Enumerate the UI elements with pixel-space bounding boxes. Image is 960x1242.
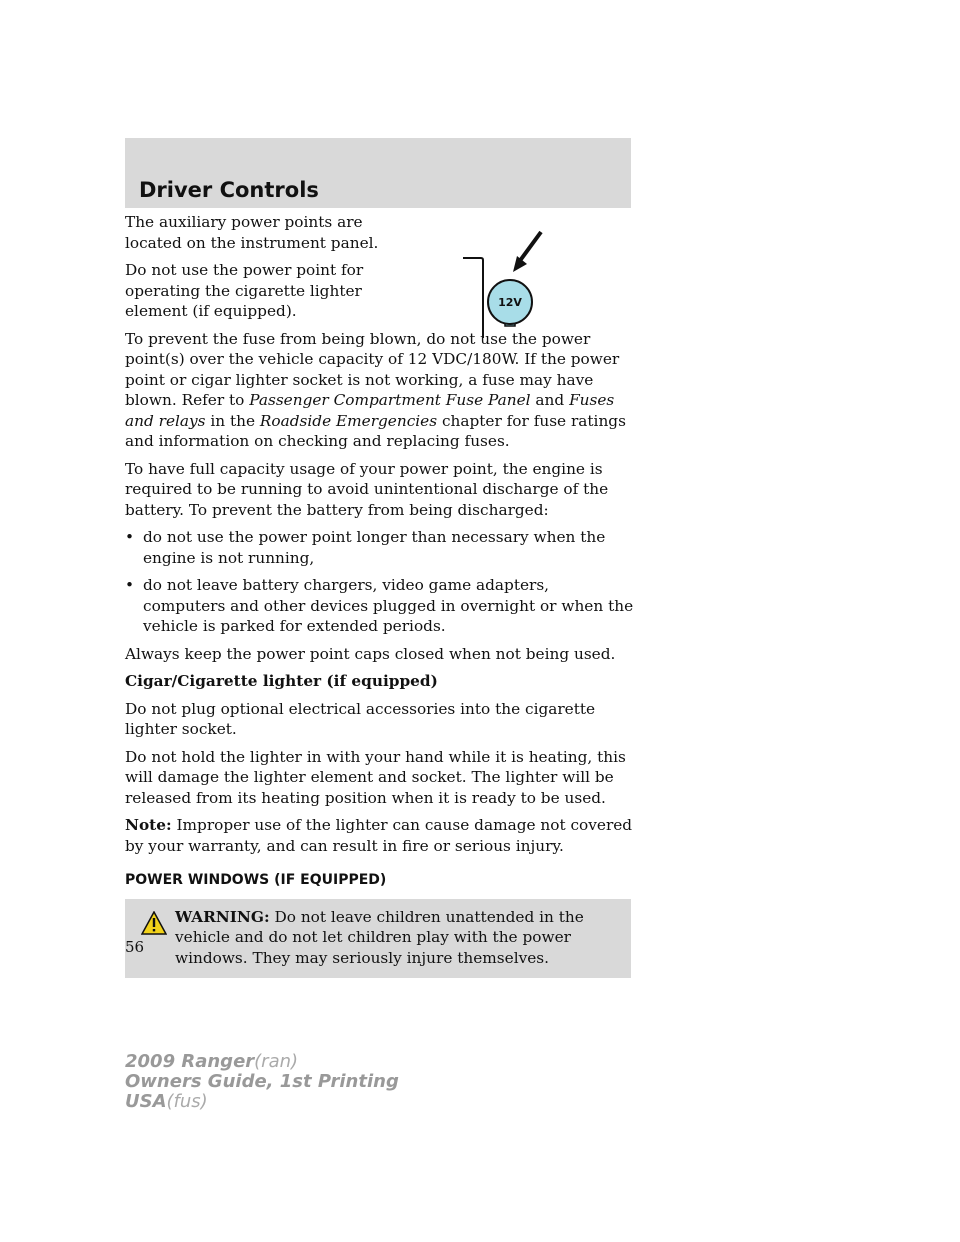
reference-link: Fuses and relays: [125, 391, 615, 430]
list-item: [125, 527, 635, 568]
text-run: chapter for fuse ratings and information on checking and replacing fuses.: [125, 411, 626, 450]
list-item-text: do not use the power point longer than necessary when the engine is not running,: [143, 528, 606, 567]
list-item-text: do not leave battery chargers, video game adapters, computers and other devices plugged in overnight or when the vehicle is parked for extended periods.: [143, 576, 634, 635]
paragraph: Do not plug optional electrical accessories into the cigarette lighter socket.: [125, 699, 596, 738]
subheading: Cigar/Cigarette lighter (if equipped): [125, 672, 438, 690]
footer-market: USA: [125, 1091, 167, 1112]
section-heading: POWER WINDOWS (IF EQUIPPED): [125, 872, 387, 888]
warning-label: WARNING:: [175, 907, 270, 926]
document-footer: [125, 1052, 399, 1112]
reference-link: Roadside Emergencies: [259, 411, 438, 430]
note-label: Note:: [125, 816, 172, 834]
body-content: [125, 212, 635, 978]
footer-market-code: (fus): [166, 1091, 208, 1112]
paragraph: Always keep the power point caps closed when not being used.: [125, 644, 616, 663]
bullet-marker: •: [125, 576, 135, 594]
paragraph: The auxiliary power points are located on the instrument panel.: [125, 213, 379, 252]
warning-text: [131, 907, 619, 969]
reference-link: Passenger Compartment Fuse Panel: [249, 391, 531, 409]
section-title: Driver Controls: [139, 178, 319, 202]
warning-triangle-icon: [141, 911, 167, 935]
text-run: and: [530, 391, 570, 409]
bullet-marker: •: [125, 528, 135, 546]
paragraph: To have full capacity usage of your power point, the engine is required to be running to avoid unintentional discharge of the battery. To prevent the battery from being discharged:: [125, 459, 609, 519]
page-number: 56: [125, 938, 145, 956]
paragraph: Do not hold the lighter in with your hand while it is heating, this will damage the lighter element and socket. The lighter will be released from its heating position when it is ready to be used.: [125, 747, 626, 807]
footer-model-code: (ran): [254, 1051, 299, 1072]
section-header-band: [125, 138, 631, 208]
paragraph-fuse: [125, 329, 635, 452]
list-item: [125, 575, 635, 637]
note-text: Improper use of the lighter can cause damage not covered by your warranty, and can result in fire or serious injury.: [125, 816, 633, 855]
warning-box: [125, 899, 631, 979]
warning-body: Do not leave children unattended in the vehicle and do not let children play with the power windows. They may seriously injure themselves.: [175, 907, 584, 967]
footer-model: 2009 Ranger: [125, 1051, 255, 1072]
paragraph: Do not use the power point for operating the cigarette lighter element (if equipped).: [125, 261, 364, 320]
text-run: in the: [205, 411, 260, 430]
footer-printing: Owners Guide, 1st Printing: [125, 1071, 399, 1092]
text-run: To prevent the fuse from being blown, do not use the power point(s) over the vehicle capacity of 12 VDC/180W. If the power point or cigar lighter socket is not working, a fuse may have blown. Refer to: [125, 329, 620, 409]
note-paragraph: [125, 815, 635, 856]
figure-label: 12V: [498, 296, 522, 309]
